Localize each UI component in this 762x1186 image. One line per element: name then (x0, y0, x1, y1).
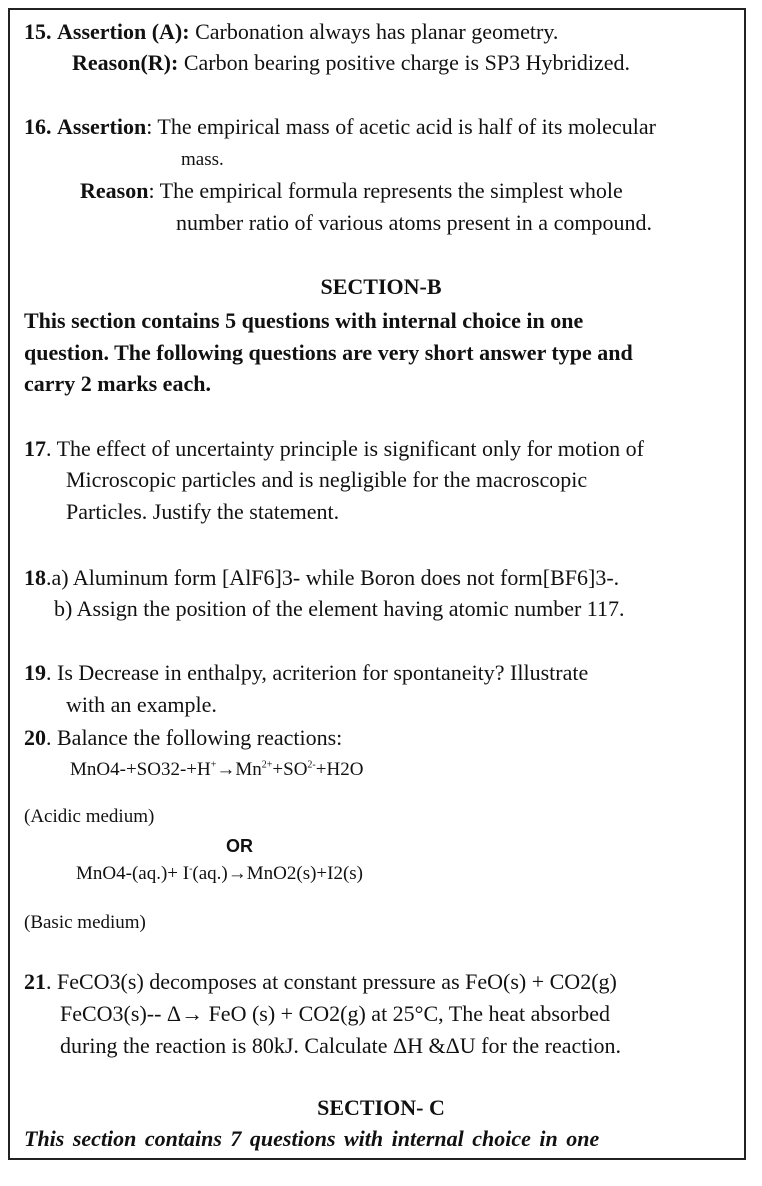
q16-assertion-line (24, 114, 656, 140)
q20-or: OR (226, 836, 253, 856)
q17-text-1: . The effect of uncertainty principle is significant only for motion of (46, 436, 644, 461)
q20-eq1-part-c: +SO (272, 759, 308, 780)
q18-part-b: b) Assign the position of the element having atomic number 117. (54, 596, 625, 621)
q21-line-3: during the reaction is 80kJ. Calculate ΔH &ΔU for the reaction. (60, 1033, 622, 1058)
q15-number: 15. (24, 19, 52, 44)
q19-number: 19 (24, 660, 46, 685)
q20-eq2-part-a: MnO4-(aq.)+ I (76, 863, 190, 884)
q20-equation-acidic (70, 757, 363, 783)
q20-text-1: . Balance the following reactions: (46, 725, 343, 750)
q21-number: 21 (24, 969, 46, 994)
section-c-title: SECTION- C (317, 1095, 445, 1120)
q15-reason-label: Reason(R): (72, 50, 179, 75)
q21-line-2: FeCO3(s)-- Δ→ FeO (s) + CO2(g) at 25°C, The heat absorbed (60, 1001, 611, 1026)
q20-eq1-sup-3: 2- (307, 759, 316, 771)
q18-part-a-line (24, 565, 619, 591)
q19-line-2: with an example. (66, 692, 217, 717)
q20-number: 20 (24, 725, 46, 750)
q17-number: 17 (24, 436, 46, 461)
q17-line-3: Particles. Justify the statement. (66, 499, 340, 524)
q19-text-1: . Is Decrease in enthalpy, acriterion for spontaneity? Illustrate (46, 660, 589, 685)
q19-line-1 (24, 660, 588, 686)
q16-assertion-text: : The empirical mass of acetic acid is half of its molecular (146, 114, 656, 139)
q16-reason-line (80, 178, 623, 204)
q18-number: 18 (24, 565, 46, 590)
q20-equation-basic (76, 861, 363, 887)
q15-reason-text: Carbon bearing positive charge is SP3 Hybridized. (183, 50, 631, 75)
q20-eq1-part-d: +H2O (315, 759, 364, 780)
section-c-intro-1: This section contains 7 questions with internal choice in one (24, 1126, 600, 1151)
q17-line-1 (24, 436, 644, 462)
q16-reason-label: Reason (80, 178, 149, 203)
section-b-intro-2: question. The following questions are very short answer type and (24, 340, 633, 365)
q21-text-1: . FeCO3(s) decomposes at constant pressure as FeO(s) + CO2(g) (46, 969, 617, 994)
q20-eq2-part-b: (aq.)→MnO2(s)+I2(s) (192, 863, 364, 884)
q16-assertion-cont: mass. (181, 149, 224, 170)
q16-reason-text: : The empirical formula represents the simplest whole (148, 178, 623, 203)
q20-eq1-sup-1: + (210, 759, 217, 771)
q20-basic-medium: (Basic medium) (24, 912, 146, 933)
q15-assertion-label: Assertion (A): (57, 19, 190, 44)
section-b-intro-3: carry 2 marks each. (24, 371, 211, 396)
q15-reason-line (72, 50, 630, 76)
q16-reason-cont: number ratio of various atoms present in a compound. (176, 210, 652, 235)
q20-eq1-sup-2: 2+ (261, 759, 273, 771)
q15-assertion-line (24, 19, 558, 45)
section-b-title: SECTION-B (320, 274, 442, 299)
q20-eq1-part-b: →Mn (216, 759, 262, 780)
q20-eq1-part-a: MnO4-+SO32-+H (70, 759, 211, 780)
q21-line-1 (24, 969, 617, 995)
q16-number: 16. (24, 114, 52, 139)
q15-assertion-text: Carbonation always has planar geometry. (195, 19, 559, 44)
q20-eq2-sup: - (189, 863, 193, 875)
q20-acidic-medium: (Acidic medium) (24, 806, 155, 827)
q17-line-2: Microscopic particles and is negligible for the macroscopic (66, 467, 588, 492)
q20-line-1 (24, 725, 342, 751)
q16-assertion-label: Assertion (57, 114, 147, 139)
section-b-intro-1: This section contains 5 questions with internal choice in one (24, 308, 584, 333)
q18-part-a: .a) Aluminum form [AlF6]3- while Boron does not form[BF6]3-. (46, 565, 620, 590)
